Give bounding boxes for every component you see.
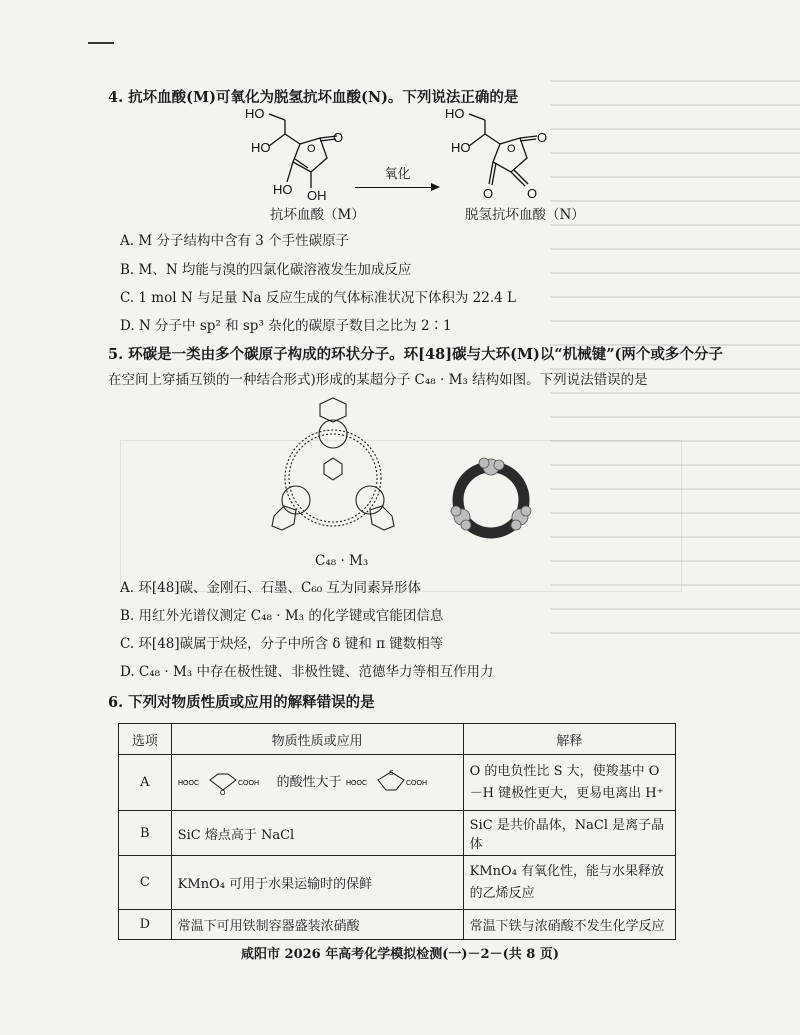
atom-oh-enol: OH xyxy=(307,188,327,203)
table-row-c xyxy=(119,856,676,910)
atom-ho-top: HO xyxy=(245,106,265,121)
arrow-label: 氧化 xyxy=(384,167,411,182)
bleed-through-box xyxy=(120,440,682,592)
group-hooc-left: HOOC xyxy=(345,779,367,787)
cell-property-d: 常温下可用铁制容器盛装浓硝酸 xyxy=(171,910,463,940)
cell-property-a-text: 的酸性大于 xyxy=(276,775,342,790)
oxidation-arrow xyxy=(355,165,440,189)
properties-table xyxy=(118,723,676,940)
supramolecule-structure-figure xyxy=(268,398,398,556)
cell-explain-b: SiC 是共价晶体，NaCl 是离子晶体 xyxy=(463,811,675,856)
atom-ho-side: HO xyxy=(251,140,271,155)
q4-option-a: A. M 分子结构中含有 3 个手性碳原子 xyxy=(120,233,350,249)
q5-stem-line1: 5. 环碳是一类由多个碳原子构成的环状分子。环[48]碳与大环(M)以“机械键”(两个或多个分子 xyxy=(108,346,723,363)
caption-m: 抗坏血酸（M） xyxy=(270,207,365,223)
header-option: 选项 xyxy=(119,724,172,755)
cell-explain-a: O 的电负性比 S 大，使羧基中 O－H 键极性更大，更易电离出 H⁺ xyxy=(463,755,675,811)
q4-option-b: B. M、N 均能与溴的四氯化碳溶液发生加成反应 xyxy=(120,262,412,278)
structure-furan-dicarboxylic-acid xyxy=(178,766,273,796)
group-hooc-left: HOOC xyxy=(177,779,199,787)
group-cooh-right: COOH xyxy=(405,779,427,787)
table-header-row xyxy=(119,724,676,755)
table-row-a xyxy=(119,755,676,811)
cell-property-c: KMnO₄ 可用于水果运输时的保鲜 xyxy=(171,856,463,910)
cell-explain-c: KMnO₄ 有氧化性，能与水果释放的乙烯反应 xyxy=(463,856,675,910)
group-cooh-right: COOH xyxy=(237,779,259,787)
atom-o-ring: O xyxy=(307,143,316,155)
atom-ho-top: HO xyxy=(445,106,465,121)
q5-stem-line2: 在空间上穿插互锁的一种结合形式)形成的某超分子 C₄₈ · M₃ 结构如图。下列说法错误的是 xyxy=(108,372,648,388)
atom-o-carbonyl: O xyxy=(537,130,548,145)
cell-property-a xyxy=(171,755,463,811)
q4-option-c: C. 1 mol N 与足量 Na 反应生成的气体标准状况下体积为 22.4 L xyxy=(120,290,517,306)
cell-option-c: C xyxy=(119,856,172,910)
cell-option-a: A xyxy=(119,755,172,811)
cell-option-b: B xyxy=(119,811,172,856)
q4-stem: 4. 抗坏血酸(M)可氧化为脱氢抗坏血酸(N)。下列说法正确的是 xyxy=(108,89,519,106)
svg-text:S: S xyxy=(388,769,394,777)
atom-ho-enol: HO xyxy=(273,182,293,197)
atom-o-furan: O xyxy=(219,789,226,796)
structure-thiophene-dicarboxylic-acid xyxy=(346,766,441,796)
atom-o-ring: O xyxy=(507,143,516,155)
cell-explain-d: 常温下铁与浓硝酸不发生化学反应 xyxy=(463,910,675,940)
q5-option-a: A. 环[48]碳、金刚石、石墨、C₆₀ 互为同素异形体 xyxy=(120,580,421,596)
q6-stem: 6. 下列对物质性质或应用的解释错误的是 xyxy=(108,694,375,711)
page-footer: 咸阳市 2026 年高考化学模拟检测(一)－2－(共 8 页) xyxy=(241,947,559,962)
q5-option-d: D. C₄₈ · M₃ 中存在极性键、非极性键、范德华力等相互作用力 xyxy=(120,664,494,680)
caption-n: 脱氢抗坏血酸（N） xyxy=(465,207,585,223)
atom-o-keto2: O xyxy=(527,186,538,201)
space-filling-model-figure xyxy=(446,455,536,545)
q5-option-c: C. 环[48]碳属于炔烃，分子中所含 δ 键和 π 键数相等 xyxy=(120,636,444,652)
atom-ho-side: HO xyxy=(451,140,471,155)
structure-dehydroascorbic-acid xyxy=(445,106,565,212)
atom-o-carbonyl: O xyxy=(333,130,344,145)
table-row-b xyxy=(119,811,676,856)
figure-caption-c48m3: C₄₈ · M₃ xyxy=(315,553,369,569)
header-explanation: 解释 xyxy=(463,724,675,755)
structure-ascorbic-acid xyxy=(245,106,355,212)
header-property: 物质性质或应用 xyxy=(171,724,463,755)
q4-option-d: D. N 分子中 sp² 和 sp³ 杂化的碳原子数目之比为 2∶1 xyxy=(120,318,452,334)
cell-option-d: D xyxy=(119,910,172,940)
page-mark xyxy=(88,42,114,44)
atom-o-keto1: O xyxy=(483,186,494,201)
cell-property-b: SiC 熔点高于 NaCl xyxy=(171,811,463,856)
q5-option-b: B. 用红外光谱仪测定 C₄₈ · M₃ 的化学键或官能团信息 xyxy=(120,608,444,624)
table-row-d xyxy=(119,910,676,940)
